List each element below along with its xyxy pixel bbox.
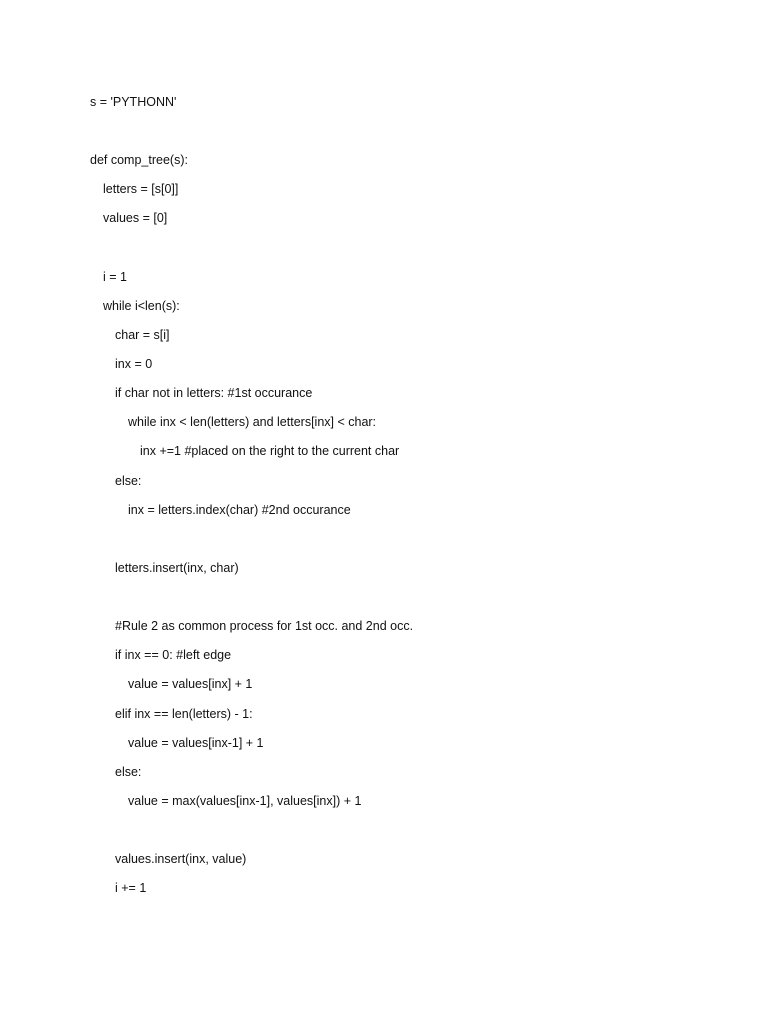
code-line: value = values[inx-1] + 1 [128, 736, 264, 750]
code-line: def comp_tree(s): [90, 153, 188, 167]
code-line: if char not in letters: #1st occurance [115, 386, 313, 400]
code-line: letters.insert(inx, char) [115, 561, 239, 575]
code-line: value = values[inx] + 1 [128, 677, 253, 691]
code-line: char = s[i] [115, 328, 170, 342]
code-line: else: [115, 474, 142, 488]
code-line: #Rule 2 as common process for 1st occ. and 2nd occ. [115, 619, 414, 633]
code-line: values = [0] [103, 211, 168, 225]
code-line: i += 1 [115, 881, 147, 895]
code-line: inx +=1 #placed on the right to the current char [140, 444, 400, 458]
code-line: values.insert(inx, value) [115, 852, 247, 866]
code-line: else: [115, 765, 142, 779]
code-line: inx = letters.index(char) #2nd occurance [128, 503, 351, 517]
code-line: i = 1 [103, 270, 127, 284]
code-line: value = max(values[inx-1], values[inx]) + 1 [128, 794, 362, 808]
code-line: letters = [s[0]] [103, 182, 179, 196]
code-line: inx = 0 [115, 357, 153, 371]
code-line: s = 'PYTHONN' [90, 95, 177, 109]
code-line: elif inx == len(letters) - 1: [115, 707, 253, 721]
code-line: while inx < len(letters) and letters[inx] < char: [128, 415, 377, 429]
code-line: while i<len(s): [103, 299, 180, 313]
code-line: if inx == 0: #left edge [115, 648, 232, 662]
